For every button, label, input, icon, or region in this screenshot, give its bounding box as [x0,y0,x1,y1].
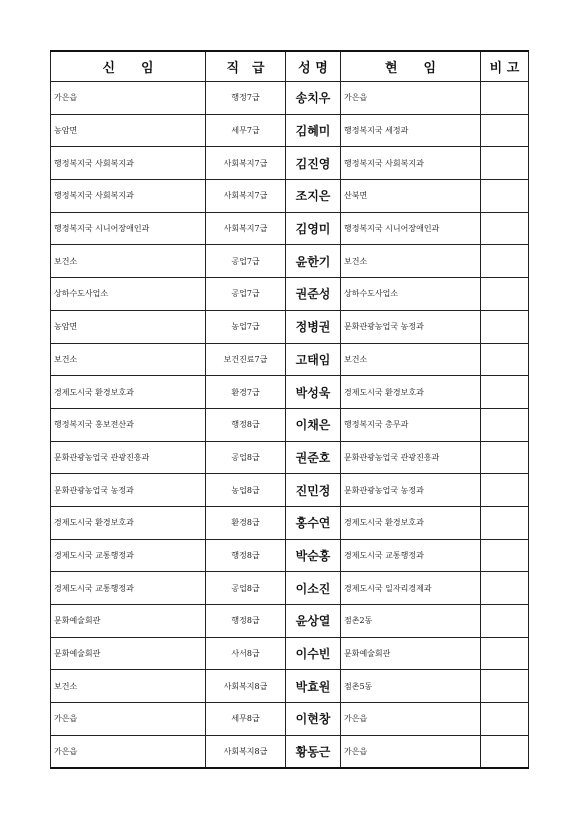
table-row [51,245,529,278]
table-row [51,343,529,376]
cell-name: 이채은 [286,408,341,441]
cell-grade: 행정8급 [206,605,286,638]
cell-new-post: 경제도시국 환경보호과 [51,506,206,539]
cell-name: 조지은 [286,180,341,213]
cell-note [481,506,529,539]
cell-name: 김혜미 [286,114,341,147]
cell-new-post: 행정복지국 시니어장애인과 [51,212,206,245]
table-row [51,180,529,213]
cell-current-post: 산북면 [341,180,481,213]
cell-current-post: 경제도시국 교통행정과 [341,539,481,572]
table-row [51,82,529,115]
cell-current-post: 행정복지국 시니어장애인과 [341,212,481,245]
cell-note [481,735,529,768]
cell-note [481,637,529,670]
cell-grade: 농업8급 [206,474,286,507]
cell-current-post: 문화관광농업국 관광진흥과 [341,441,481,474]
table-row [51,441,529,474]
cell-current-post: 상하수도사업소 [341,278,481,311]
cell-new-post: 농암면 [51,114,206,147]
cell-name: 이수빈 [286,637,341,670]
cell-current-post: 점촌5동 [341,670,481,703]
cell-current-post: 보건소 [341,245,481,278]
cell-current-post: 가은읍 [341,82,481,115]
header-new-post: 신 임 [51,51,206,82]
cell-note [481,114,529,147]
cell-name: 윤한기 [286,245,341,278]
cell-note [481,245,529,278]
cell-note [481,310,529,343]
cell-new-post: 농암면 [51,310,206,343]
cell-name: 권준호 [286,441,341,474]
cell-new-post: 보건소 [51,343,206,376]
cell-current-post: 점촌2동 [341,605,481,638]
table-row [51,670,529,703]
table-row [51,310,529,343]
cell-name: 윤상열 [286,605,341,638]
header-note: 비 고 [481,51,529,82]
cell-new-post: 가은읍 [51,735,206,768]
cell-note [481,376,529,409]
cell-grade: 행정7급 [206,82,286,115]
cell-grade: 보건진료7급 [206,343,286,376]
table-row [51,278,529,311]
cell-note [481,539,529,572]
cell-new-post: 경제도시국 교통행정과 [51,539,206,572]
table-header-row [51,51,529,82]
cell-note [481,474,529,507]
cell-grade: 사회복지7급 [206,212,286,245]
cell-new-post: 문화관광농업국 농정과 [51,474,206,507]
cell-grade: 사회복지8급 [206,735,286,768]
table-row [51,637,529,670]
cell-current-post: 보건소 [341,343,481,376]
cell-note [481,605,529,638]
table-row [51,474,529,507]
cell-new-post: 보건소 [51,670,206,703]
cell-name: 박효원 [286,670,341,703]
cell-new-post: 행정복지국 사회복지과 [51,180,206,213]
table-row [51,376,529,409]
cell-name: 권준성 [286,278,341,311]
cell-name: 박순홍 [286,539,341,572]
cell-note [481,343,529,376]
table-row [51,506,529,539]
header-grade: 직 급 [206,51,286,82]
cell-grade: 공업8급 [206,441,286,474]
cell-name: 정병권 [286,310,341,343]
cell-new-post: 문화관광농업국 관광진흥과 [51,441,206,474]
cell-grade: 사회복지7급 [206,147,286,180]
cell-note [481,441,529,474]
cell-current-post: 문화관광농업국 농정과 [341,474,481,507]
cell-grade: 공업7급 [206,278,286,311]
cell-grade: 환경8급 [206,506,286,539]
table-row [51,703,529,736]
table-row [51,605,529,638]
cell-current-post: 행정복지국 총무과 [341,408,481,441]
cell-current-post: 문화관광농업국 농정과 [341,310,481,343]
cell-current-post: 문화예술회관 [341,637,481,670]
cell-name: 김영미 [286,212,341,245]
cell-new-post: 문화예술회관 [51,605,206,638]
cell-name: 황동근 [286,735,341,768]
cell-new-post: 행정복지국 사회복지과 [51,147,206,180]
header-name: 성 명 [286,51,341,82]
cell-new-post: 상하수도사업소 [51,278,206,311]
table-row [51,212,529,245]
table-row [51,539,529,572]
header-current-post: 현 임 [341,51,481,82]
cell-new-post: 경제도시국 환경보호과 [51,376,206,409]
cell-name: 김진영 [286,147,341,180]
cell-grade: 세무8급 [206,703,286,736]
table-row [51,114,529,147]
cell-note [481,180,529,213]
cell-current-post: 경제도시국 일자리경제과 [341,572,481,605]
cell-name: 이현창 [286,703,341,736]
cell-note [481,572,529,605]
cell-new-post: 가은읍 [51,703,206,736]
cell-current-post: 가은읍 [341,703,481,736]
table-row [51,735,529,768]
cell-note [481,212,529,245]
cell-note [481,278,529,311]
cell-name: 송치우 [286,82,341,115]
cell-new-post: 경제도시국 교통행정과 [51,572,206,605]
cell-grade: 사회복지8급 [206,670,286,703]
cell-new-post: 가은읍 [51,82,206,115]
cell-grade: 세무7급 [206,114,286,147]
cell-grade: 농업7급 [206,310,286,343]
cell-current-post: 행정복지국 사회복지과 [341,147,481,180]
cell-name: 박성욱 [286,376,341,409]
cell-name: 홍수연 [286,506,341,539]
cell-grade: 공업8급 [206,572,286,605]
cell-current-post: 경제도시국 환경보호과 [341,376,481,409]
personnel-table [50,50,529,769]
cell-note [481,670,529,703]
cell-new-post: 행정복지국 홍보전산과 [51,408,206,441]
cell-grade: 행정8급 [206,539,286,572]
table-row [51,572,529,605]
table-body [51,82,529,769]
cell-grade: 사회복지7급 [206,180,286,213]
cell-name: 이소진 [286,572,341,605]
cell-note [481,408,529,441]
cell-grade: 환경7급 [206,376,286,409]
cell-grade: 행정8급 [206,408,286,441]
cell-current-post: 행정복지국 세정과 [341,114,481,147]
cell-name: 고태임 [286,343,341,376]
cell-new-post: 보건소 [51,245,206,278]
cell-new-post: 문화예술회관 [51,637,206,670]
cell-note [481,147,529,180]
table-row [51,147,529,180]
table-row [51,408,529,441]
cell-grade: 사서8급 [206,637,286,670]
cell-current-post: 가은읍 [341,735,481,768]
cell-name: 진민정 [286,474,341,507]
cell-current-post: 경제도시국 환경보호과 [341,506,481,539]
cell-note [481,82,529,115]
cell-grade: 공업7급 [206,245,286,278]
cell-note [481,703,529,736]
